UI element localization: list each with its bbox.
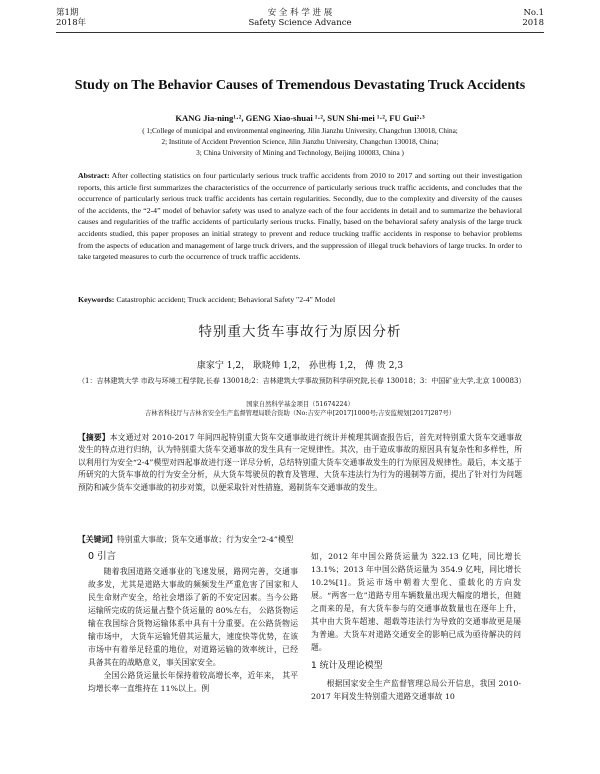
header-journal-cn: 安 全 科 学 进 展 <box>267 8 333 18</box>
funding-line: 吉林省科技厅与吉林省安全生产监督管理局联合资助（No:吉安产申[2017]1000号;吉安监规划[2017]287号） <box>144 409 456 417</box>
body-column-left <box>88 550 298 695</box>
chinese-abstract-text: 本文通过对 2010-2017 年间四起特别重大货车交通事故进行统计并梳理其调查报告后，首先对特别重大货车交通事故发生的特点进行归纳，认为特别重大货车交通事故的发生具有一定规律性。其次，由于造成事故的原因具有复杂性和多样性，所以利用行为安全“2-4”模型对四起事故进行逐一详尽分析，总结特别重大货车交通事故发生的行为原因及规律性。最后，本文基于所研究的大货车事故的行为安全分析，从大货车驾驶员的教育及管理、大货车违法行为行为的遏制等方面，提出了针对行为问题预防和减少货车交通事故的初步对策，以便采取针对性措施，遏制货车交通事故的发生。 <box>78 433 522 492</box>
header-right <box>522 8 544 28</box>
chinese-affiliation: （1：吉林建筑大学 市政与环境工程学院,长春 130018;2：吉林建筑大学事故预防科学研究院,长春 130018；3：中国矿业大学,北京 100083） <box>78 377 526 385</box>
chinese-title: 特别重大货车事故行为原因分析 <box>198 324 402 340</box>
chinese-keywords-label: 【关键词】 <box>78 535 117 544</box>
chinese-keywords <box>78 534 522 545</box>
funding-note <box>40 401 560 418</box>
chinese-abstract <box>78 432 522 494</box>
funding-line: 国家自然科学基金项目（51674224） <box>246 401 354 408</box>
paragraph: 随着我国道路交通事业的飞速发展，路网完善，交通事故多发，尤其是道路大事故的频频发生严重危害了国家和人民生命财产安全，给社会增添了新的不安定因素。当今公路运输所完成的货运量占整个货运量的 80%左右， 公路货物运输在我国综合货物运输体系中具有十分重要。在公路货物运输市场中， 大货车运输凭借其运量大，速度快等优势，在该市场中有着举足轻重的地位，对道路运输的效率统计，已经具备其在的战略意义，事关国家安全。 <box>88 567 298 667</box>
header-rule <box>56 32 544 33</box>
english-abstract <box>78 170 522 263</box>
body-column-right <box>311 550 521 703</box>
chinese-keywords-text: 特别重大事故；货车交通事故；行为安全“2-4”模型 <box>116 535 294 544</box>
abstract-label: Abstract: <box>78 171 110 180</box>
english-keywords <box>78 295 522 304</box>
section-heading: 1 统计及理论模型 <box>311 661 383 671</box>
header-journal-en: Safety Science Advance <box>248 18 352 28</box>
keywords-text: Catastrophic accident; Truck accident; Behavioral Safety "2-4" Model <box>116 295 336 304</box>
header-center <box>56 8 544 28</box>
affiliation-line: 3; China University of Mining and Technology, Beijing 100083, China ) <box>196 149 404 157</box>
paragraph: 根据国家安全生产监督管理总局公开信息，我国 2010-2017 年间发生特别重大道路交通事故 10 <box>311 679 521 701</box>
header-year-right: 2018 <box>522 18 544 28</box>
affiliation-line: 2; Institute of Accident Prevention Science, Jilin Jianzhu University, Changchun 130018, China; <box>161 138 439 146</box>
affiliation-line: ( 1;College of municipal and environmental engineering, Jilin Jianzhu University, Changchun 130018, China; <box>142 127 458 135</box>
english-affiliations <box>40 126 560 159</box>
header-year-left: 2018年 <box>56 18 87 28</box>
keywords-label: Keywords: <box>78 295 115 304</box>
header-issue: 第1期 <box>56 8 79 18</box>
paragraph: 全国公路货运量长年保持着较高增长率，近年来， 其平均增长率一直维持在 11%以上。例 <box>88 671 298 693</box>
chinese-abstract-label: 【摘要】 <box>78 433 110 442</box>
intro-heading: 0 引言 <box>88 551 117 562</box>
abstract-text: After collecting statistics on four particularly serious truck traffic accidents from 2010 to 2017 and sorting out their investigation reports, this article first summarizes the characteristics of the occurrence of particularly serious truck traffic accidents, and concludes that the occurrence of particularly serious truck traffic accidents has certain regularities. Secondly, due to the complexity and diversity of the causes of the accidents, the “2-4” model of behavior safety was used to analyze each of the four accidents in detail and to summarize the behavioral causes and regularities of the traffic accidents of particularly serious trucks. Finally, based on the behavioral safety analysis of the large truck accidents studied, this paper proposes an initial strategy to prevent and reduce trucking traffic accidents in response to behavior problems from the aspects of education and management of large truck drivers, and the suppression of illegal truck behaviors of large trucks. In order to take targeted measures to curb the occurrence of truck traffic accidents. <box>78 171 522 262</box>
english-title: Study on The Behavior Causes of Tremendous Devastating Truck Accidents <box>74 78 526 93</box>
paragraph: 如，2012 年中国公路货运量为 322.13 亿吨，同比增长 13.1%；2013 年中国公路货运量为 354.9 亿吨，同比增长 10.2%[1]。货运市场中朝着大型化、重载化的方向发展。“两客一危”道路专用车辆数量出现大幅度的增长，但随之而来的是，有大货车参与的交通事故数量也在逐年上升，其中由大货车超速、超载等违法行为导致的交通事故更是屡为普遍。大货车对道路交通安全的影响已成为亟待解决的问题。 <box>311 552 521 652</box>
english-authors: KANG Jia-ning¹·², GENG Xiao-shuai ¹·², SUN Shi-mei ¹·², FU Gui²·³ <box>175 113 425 123</box>
running-header <box>56 8 544 34</box>
chinese-authors: 康家宁 1,2， 耿晓帅 1,2， 孙世梅 1,2， 傅 贵 2,3 <box>196 361 404 371</box>
header-issue-no: No.1 <box>523 8 544 18</box>
